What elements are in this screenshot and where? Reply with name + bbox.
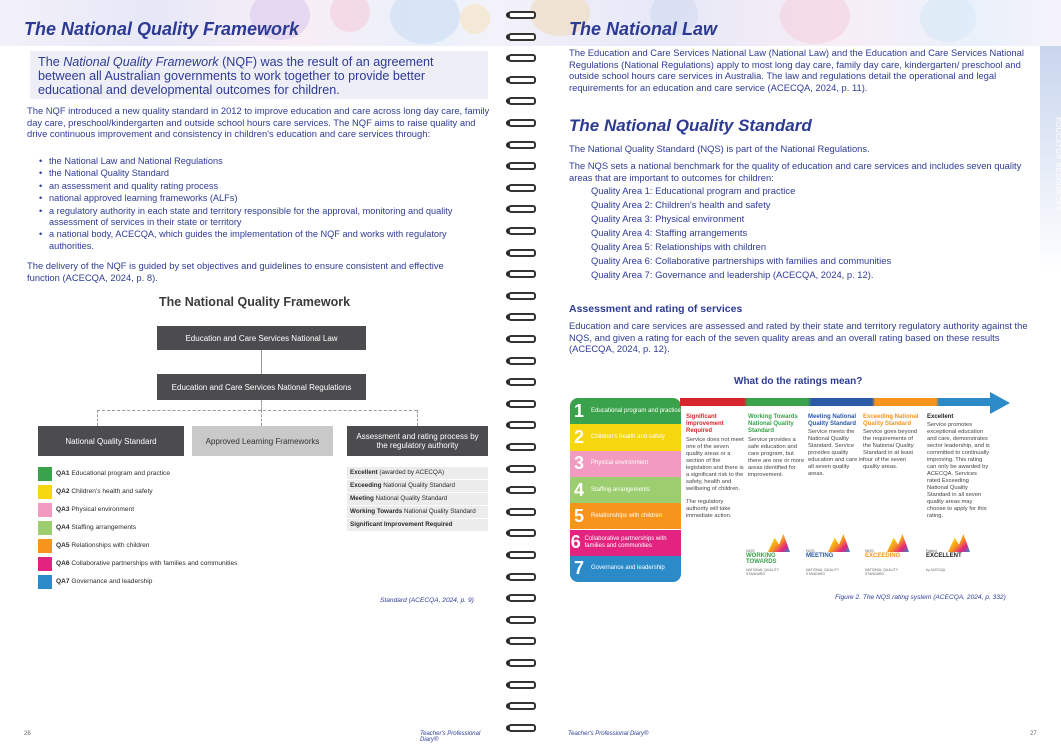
area-label: Collaborative partnerships with families and communities	[584, 535, 667, 549]
nqs-paragraph-2: The NQS sets a national benchmark for the quality of education and care services and includes seven quality areas that are important to outcomes for children:	[569, 160, 1022, 183]
assessment-heading: Assessment and rating of services	[569, 303, 743, 315]
badge-big: WORKING TOWARDS	[746, 553, 777, 565]
connector-line	[97, 410, 417, 411]
area-label: Governance and leadership	[591, 565, 665, 572]
binding-ring	[506, 75, 538, 86]
area-label: Children's health and safety	[591, 433, 665, 440]
binding-ring	[506, 658, 538, 669]
badge-small: NQS	[865, 548, 874, 553]
column-extra: The regulatory authority will take immediate action.	[686, 498, 732, 519]
assessment-paragraph: Education and care services are assessed and rated by their state and territory regulatory authority against the NQS, and given a rating for each of the seven quality areas and an overall rating based on these results (ACECQA, 2024, p. 12).	[569, 320, 1028, 355]
column-body: Service goes beyond the requirements of the National Quality Standard in at least four of the seven quality areas.	[863, 429, 918, 471]
badge-graphic	[768, 534, 790, 552]
page-number: 26	[24, 731, 31, 737]
binding-ring	[506, 53, 538, 64]
swatch	[38, 539, 52, 553]
column-heading: Working Towards National Quality Standard	[748, 414, 798, 435]
badge-sub: NATIONAL QUALITY STANDARD	[865, 568, 898, 576]
diagram-caption: Standard (ACECQA, 2024, p. 9)	[380, 597, 474, 604]
quality-area-legend-item	[38, 556, 237, 571]
list-item: • national approved learning frameworks (ALFs)	[37, 193, 492, 204]
qa-code: QA7	[56, 578, 70, 585]
rating-level	[347, 506, 488, 518]
list-item: • a regulatory authority in each state and territory responsible for the approval, monitoring and quality assessment of services in their state or territory	[37, 206, 492, 229]
binding-ring	[506, 10, 538, 21]
side-tab-educator-resources: EDUCATOR RESOURCES	[1040, 46, 1061, 274]
badge-small: Rated	[926, 548, 937, 553]
law-title: The National Law	[569, 19, 718, 39]
page-title: The National Quality Framework	[24, 19, 300, 39]
quality-area-line: Quality Area 7: Governance and leadership (ACECQA, 2024, p. 12).	[591, 269, 874, 280]
quality-area-legend-item	[38, 484, 153, 499]
binding-ring	[506, 442, 538, 453]
rating-area-item	[570, 530, 681, 556]
badge-big: EXCEEDING	[865, 553, 901, 559]
swatch	[38, 503, 52, 517]
intro-em: National Quality Framework	[63, 55, 219, 69]
area-label: Relationships with children	[591, 512, 663, 519]
column-body: Service provides a safe education and care program, but there are one or more areas identified for improvement.	[748, 436, 805, 478]
binding-ring	[506, 399, 538, 410]
rating-rest: National Quality Standard	[381, 482, 456, 489]
legend-label	[56, 560, 237, 567]
binding-ring	[506, 204, 538, 215]
quality-area-line: Quality Area 2: Children's health and safety	[591, 199, 771, 210]
area-number: 4	[573, 479, 584, 500]
binding-ring	[506, 615, 538, 626]
arrow-right-icon	[990, 392, 1010, 414]
binding-ring	[506, 356, 538, 367]
qa-code: QA3	[56, 506, 70, 513]
binding-ring	[506, 464, 538, 475]
qa-label: Physical environment	[71, 506, 135, 513]
intro-post: (NQF) was the result of an agreement between all Australian governments to work together to provide better educational and developmental outcomes for children.	[38, 55, 434, 98]
right-page	[500, 0, 1061, 750]
intro-pre: The	[38, 55, 64, 69]
binding-ring	[506, 723, 538, 734]
rating-bold: Significant Improvement Required	[350, 521, 453, 528]
badge-small: NQS	[746, 548, 755, 553]
rating-column	[748, 414, 806, 479]
qa-label: Governance and leadership	[71, 578, 153, 585]
column-body: Service meets the National Quality Standard. Service provides quality education and care in all seven quality areas.	[808, 429, 864, 478]
qa-code: QA2	[56, 488, 70, 495]
area-number: 5	[573, 505, 584, 526]
rating-bold: Working Towards	[350, 508, 403, 515]
rating-rest: National Quality Standard	[402, 508, 476, 515]
area-number: 6	[570, 532, 581, 553]
binding-ring	[506, 118, 538, 129]
rating-area-item	[570, 477, 681, 503]
column-body: Service promotes exceptional education and care, demonstrates sector leadership, and is committed to continually improving. This rating can only be awarded by ACECQA. Services rated Exceeding National Quality Standard in all seven quality areas may choose to apply for this rating.	[927, 422, 990, 520]
badge-big: MEETING	[806, 553, 834, 559]
column-body: Service does not meet one of the seven quality areas or a section of the legislation and there is a significant risk to the safety, health and wellbeing of children.	[686, 436, 744, 492]
column-heading: Meeting National Quality Standard	[808, 414, 857, 428]
diagram-title: The National Quality Framework	[159, 295, 351, 309]
rating-level	[347, 480, 488, 492]
badge-graphic	[887, 534, 909, 552]
rating-bold: Excellent	[350, 469, 378, 476]
quality-area-line: Quality Area 1: Educational program and practice	[591, 185, 796, 196]
connector-line	[97, 410, 98, 426]
footer-brand: Teacher's Professional Diary®	[420, 731, 481, 743]
rating-area-item	[570, 398, 681, 424]
rating-rest: National Quality Standard	[373, 495, 448, 502]
binding-ring	[506, 269, 538, 280]
connector-line	[261, 410, 262, 426]
area-label: Educational program and practice	[591, 407, 681, 414]
binding-ring	[506, 334, 538, 345]
rating-badge-icon	[806, 534, 852, 578]
rating-badge-icon	[926, 534, 972, 578]
rating-rest: (awarded by ACECQA)	[377, 469, 445, 476]
nqf-paragraph: The NQF introduced a new quality standard in 2012 to improve education and care across long day care, family day care, preschool/kindergarten and outside school hours care services. The NQF aims to raise quality and drive continuous improvement and consistency in children's education and care services through:	[27, 105, 490, 140]
quality-area-line: Quality Area 5: Relationships with children	[591, 241, 767, 252]
area-number: 2	[573, 426, 584, 447]
binding-ring	[506, 291, 538, 302]
diagram-box-assessment: Assessment and rating process by the regulatory authority	[347, 426, 488, 456]
binding-ring	[506, 226, 538, 237]
binding-ring	[506, 377, 538, 388]
nqf-bullet-list	[37, 156, 492, 253]
rating-column	[808, 414, 866, 478]
figure-caption: Figure 2. The NQS rating system (ACECQA, 2024, p. 332)	[835, 594, 1006, 601]
rating-area-item	[570, 556, 681, 582]
intro-box	[30, 51, 488, 99]
binding-ring	[506, 485, 538, 496]
binding-ring	[506, 248, 538, 259]
diagram-box-national-law: Education and Care Services National Law	[157, 326, 366, 350]
diagram-box-alf: Approved Learning Frameworks	[192, 426, 333, 456]
rating-column	[927, 414, 991, 520]
list-item: • the National Law and National Regulations	[37, 156, 492, 167]
qa-label: Educational program and practice	[71, 470, 171, 477]
diagram-box-national-regulations: Education and Care Services National Regulations	[157, 374, 366, 400]
qa-code: QA1	[56, 470, 70, 477]
connector-line	[417, 410, 418, 426]
column-heading: Excellent	[927, 414, 954, 420]
swatch	[38, 485, 52, 499]
rating-column	[863, 414, 921, 471]
legend-label	[56, 506, 134, 513]
ratings-areas-panel	[570, 398, 681, 582]
binding-ring	[506, 572, 538, 583]
page-number: 27	[1030, 731, 1037, 737]
rating-level	[347, 493, 488, 505]
legend-label	[56, 542, 149, 549]
binding-ring	[506, 550, 538, 561]
rating-level	[347, 467, 488, 479]
rating-area-item	[570, 424, 681, 450]
binding-ring	[506, 183, 538, 194]
swatch	[38, 467, 52, 481]
qa-label: Collaborative partnerships with families and communities	[71, 560, 238, 567]
delivery-paragraph: The delivery of the NQF is guided by set objectives and guidelines to ensure consistent and effective function (ACECQA, 2024, p. 8).	[27, 260, 444, 283]
qa-code: QA6	[56, 560, 70, 567]
binding-ring	[506, 161, 538, 172]
swatch	[38, 575, 52, 589]
binding-ring	[506, 636, 538, 647]
rating-badge-icon	[865, 534, 911, 578]
connector-line	[261, 350, 262, 374]
area-label: Physical environment	[591, 460, 649, 467]
list-item: • the National Quality Standard	[37, 168, 492, 179]
area-label: Staffing arrangements	[591, 486, 650, 493]
badge-graphic	[948, 534, 970, 552]
swatch	[38, 557, 52, 571]
nqs-title: The National Quality Standard	[569, 116, 812, 135]
rating-badge-icon	[746, 534, 792, 578]
rating-bold: Meeting	[350, 495, 374, 502]
badge-big: EXCELLENT	[926, 553, 962, 559]
qa-code: QA4	[56, 524, 70, 531]
rating-area-item	[570, 503, 681, 529]
list-item: • a national body, ACECQA, which guides the implementation of the NQF and works with regulatory authorities.	[37, 229, 492, 252]
quality-area-legend-item	[38, 502, 134, 517]
binding-ring	[506, 593, 538, 604]
quality-area-line: Quality Area 3: Physical environment	[591, 213, 745, 224]
binding-ring	[506, 420, 538, 431]
list-item: • an assessment and quality rating process	[37, 181, 492, 192]
badge-sub: NATIONAL QUALITY STANDARD	[806, 568, 839, 576]
qa-label: Relationships with children	[71, 542, 150, 549]
binding-ring	[506, 312, 538, 323]
nqs-paragraph-1: The National Quality Standard (NQS) is part of the National Regulations.	[569, 143, 870, 154]
rating-area-item	[570, 451, 681, 477]
quality-area-line: Quality Area 6: Collaborative partnerships with families and communities	[591, 255, 892, 266]
law-paragraph: The Education and Care Services National Law (National Law) and the Education and Care Services National Regulations (National Regulations) apply to most long day care, family day care, kindergarten/ preschool and outside school hours care services in Australia. The law and regulations detail the operational and legal requirements for an education and care service (ACECQA, 2024, p. 11).	[569, 47, 1024, 93]
rating-bold: Exceeding	[350, 482, 382, 489]
qa-label: Staffing arrangements	[71, 524, 137, 531]
swatch	[38, 521, 52, 535]
badge-sub: NATIONAL QUALITY STANDARD	[746, 568, 779, 576]
qa-code: QA5	[56, 542, 70, 549]
legend-label	[56, 524, 136, 531]
binding-ring	[506, 680, 538, 691]
binding-ring	[506, 32, 538, 43]
area-number: 7	[573, 558, 584, 579]
qa-label: Children's health and safety	[71, 488, 153, 495]
quality-area-legend-item	[38, 466, 170, 481]
binding-ring	[506, 507, 538, 518]
ratings-progress-bar	[680, 398, 1000, 406]
badge-small: NQS	[806, 548, 815, 553]
area-number: 1	[573, 400, 584, 421]
legend-label	[56, 470, 170, 477]
connector-line	[261, 400, 262, 410]
legend-label	[56, 488, 153, 495]
ratings-figure-title: What do the ratings mean?	[734, 376, 863, 387]
badge-graphic	[828, 534, 850, 552]
quality-area-line: Quality Area 4: Staffing arrangements	[591, 227, 748, 238]
footer-brand: Teacher's Professional Diary®	[568, 731, 649, 737]
diagram-box-nqs: National Quality Standard	[38, 426, 184, 456]
quality-area-legend-item	[38, 538, 149, 553]
area-number: 3	[573, 453, 584, 474]
binding-ring	[506, 701, 538, 712]
column-heading: Significant Improvement Required	[686, 414, 724, 435]
quality-area-legend-item	[38, 520, 136, 535]
column-heading: Exceeding National Quality Standard	[863, 414, 919, 428]
rating-level	[347, 519, 488, 531]
binding-ring	[506, 140, 538, 151]
quality-area-legend-item	[38, 574, 152, 589]
legend-label	[56, 578, 152, 585]
rating-column	[686, 414, 744, 520]
binding-ring	[506, 96, 538, 107]
badge-sub: by ACECQA	[926, 568, 946, 572]
binding-ring	[506, 528, 538, 539]
left-page	[0, 0, 500, 750]
